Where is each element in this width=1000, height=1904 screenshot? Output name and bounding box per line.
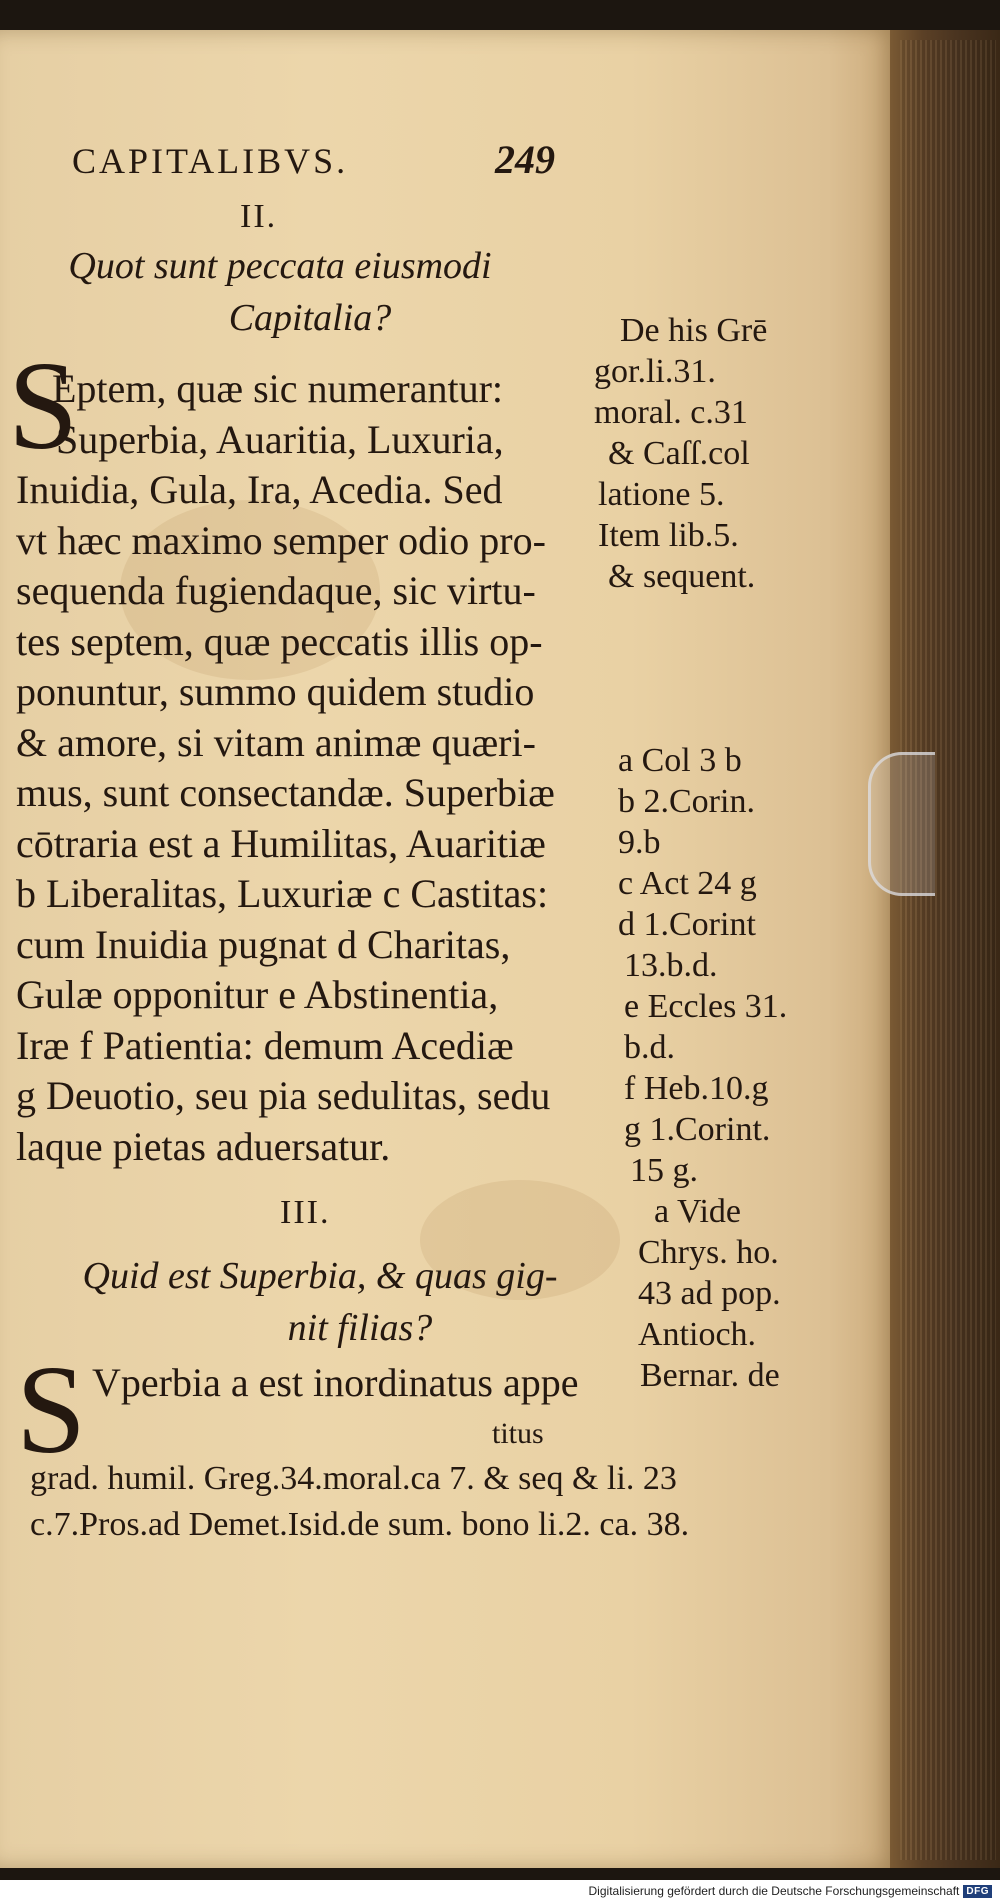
question-line: nit filias? (287, 1307, 433, 1349)
page-clip (868, 752, 935, 896)
text-line: Gulæ opponitur e Abstinentia, (16, 972, 499, 1017)
margin-note-line: a Vide (654, 1193, 742, 1230)
text-line: Eptem, quæ sic numerantur: (52, 366, 504, 411)
question-heading (30, 240, 530, 344)
text-line: Iræ f Patientia: demum Acediæ (16, 1022, 514, 1068)
text-line: Superbia, Auaritia, Luxuria, (56, 416, 504, 462)
margin-notes-top (594, 310, 834, 597)
section-number: II. (240, 198, 278, 235)
bottom-reference-lines (30, 1456, 689, 1548)
running-title: CAPITALIBVS. (72, 141, 349, 181)
margin-note-line: a Col 3 b (618, 742, 742, 779)
body-paragraph (16, 364, 606, 1172)
margin-note-line: e Eccles 31. (624, 988, 788, 1025)
question-heading (40, 1250, 600, 1354)
page-edge-texture (900, 40, 996, 1860)
dfg-logo: DFG (963, 1885, 992, 1898)
question-line: Capitalia? (228, 297, 392, 339)
margin-note-line: c Act 24 g (618, 865, 757, 902)
text-line: vt hæc maximo semper odio pro- (16, 517, 546, 563)
margin-note-line: gor.li.31. (594, 353, 716, 390)
margin-note-line: 43 ad pop. (638, 1275, 781, 1312)
text-line: b Liberalitas, Luxuriæ c Castitas: (16, 871, 549, 916)
question-line: Quot sunt peccata eiusmodi (68, 245, 492, 287)
margin-note-line: g 1.Corint. (624, 1111, 771, 1148)
text-line: cōtraria est a Humilitas, Auaritiæ (16, 820, 546, 866)
text-line: mus, sunt consectandæ. Superbiæ (16, 770, 555, 815)
text-line: ponuntur, summo quidem studio (16, 669, 535, 714)
margin-note-line: d 1.Corint (618, 906, 756, 943)
margin-note-line: & Caſſ.col (608, 435, 750, 472)
drop-cap: S (8, 337, 79, 476)
margin-note-line: Chrys. ho. (638, 1234, 779, 1271)
footer-credit-text: Digitalisierung gefördert durch die Deutsche Forschungsgemeinschaft (588, 1884, 960, 1898)
section-number: III. (280, 1194, 331, 1231)
text-line: titus (492, 1416, 544, 1450)
margin-note-line: f Heb.10.g (624, 1070, 769, 1107)
margin-note-line: & sequent. (608, 558, 756, 595)
margin-note-line: b.d. (624, 1029, 675, 1066)
margin-note-line: 9.b (618, 824, 661, 861)
margin-note-line: 15 g. (630, 1152, 698, 1189)
margin-note-line: moral. c.31 (594, 394, 748, 431)
text-line: laque pietas aduersatur. (16, 1123, 391, 1169)
margin-note-line: 13.b.d. (624, 947, 718, 984)
margin-note-line: De his Grē (620, 312, 768, 349)
margin-note-line: Antioch. (638, 1316, 757, 1353)
text-line: cum Inuidia pugnat d Charitas, (16, 921, 511, 967)
text-line: & amore, si vitam animæ quæri- (16, 719, 536, 765)
page-number: 249 (495, 137, 555, 182)
footer-bar (0, 1880, 1000, 1904)
margin-notes-references (594, 740, 834, 1396)
text-line: sequenda fugiendaque, sic virtu- (16, 568, 536, 613)
text-line: Vperbia a est inordinatus appe (92, 1360, 579, 1405)
footer-credit (589, 1884, 992, 1898)
margin-note-line: b 2.Corin. (618, 783, 755, 820)
margin-note-line: latione 5. (598, 476, 725, 513)
question-line: Quid est Superbia, & quas gig- (82, 1255, 558, 1297)
margin-note-line: Item lib.5. (598, 517, 739, 554)
body-paragraph (92, 1358, 632, 1459)
margin-note-line: Bernar. de (640, 1357, 780, 1394)
text-line: Inuidia, Gula, Ira, Acedia. Sed (16, 467, 503, 512)
reference-line: c.7.Pros.ad Demet.Isid.de sum. bono li.2. ca. 38. (30, 1506, 690, 1543)
text-line: tes septem, quæ peccatis illis op- (16, 618, 543, 664)
reference-line: grad. humil. Greg.34.moral.ca 7. & seq & li. 23 (30, 1460, 677, 1497)
text-line: g Deuotio, seu pia sedulitas, sedu (16, 1073, 551, 1118)
drop-cap: S (16, 1341, 87, 1480)
